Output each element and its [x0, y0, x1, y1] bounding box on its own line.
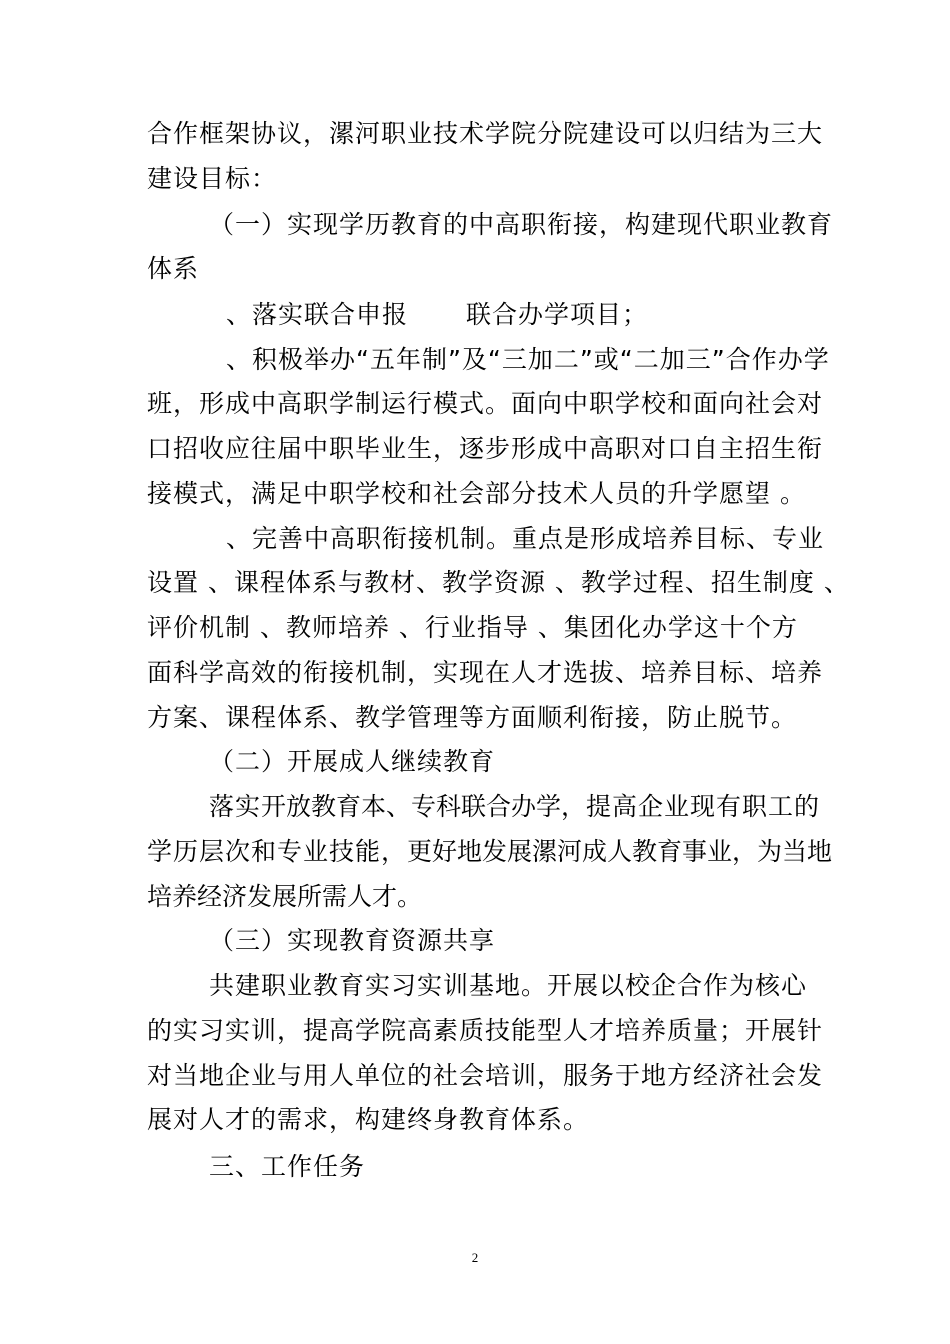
section-heading-1: （一）实现学历教育的中高职衔接，构建现代职业教育 [209, 210, 834, 239]
paragraph-line: 合作框架协议，漯河职业技术学院分院建设可以归结为三大 [147, 119, 824, 148]
paragraph-line [209, 792, 820, 822]
paragraph-line: 共建职业教育实习实训基地。开展以校企合作为核心 [209, 971, 808, 1000]
text-run: 学历层次和专业技能， [147, 837, 408, 866]
paragraph-line: 培养经济发展所需人才。 [147, 882, 423, 911]
section-heading-2: （二）开展成人继续教育 [209, 747, 496, 776]
paragraph-line: 建设目标： [147, 164, 278, 193]
paragraph-line: 的实习实训，提高学院高素质技能型人才培养质量；开展针 [147, 1016, 824, 1045]
chapter-heading: 三、工作任务 [209, 1152, 366, 1181]
paragraph-line: 班，形成中高职学制运行模式。面向中职学校和面向社会对 [147, 389, 824, 418]
paragraph-line: 体系 [147, 254, 200, 283]
paragraph-line: 设置 、课程体系与教材、教学资源 、教学过程、招生制度 、 [147, 568, 850, 597]
list-item-line [226, 300, 648, 330]
paragraph-line: 口招收应往届中职毕业生，逐步形成中高职对口自主招生衔 [147, 434, 824, 463]
text-run: 提高企业现有职工的 [586, 792, 821, 821]
paragraph-line [147, 837, 832, 867]
paragraph-line: 对当地企业与用人单位的社会培训，服务于地方经济社会发 [147, 1061, 824, 1090]
text-run: 更好地发展漯河成人教育事业，为当地 [407, 837, 833, 866]
paragraph-line: 接模式，满足中职学校和社会部分技术人员的升学愿望 。 [147, 479, 806, 508]
list-item-part: 、落实联合申报 [226, 300, 409, 329]
list-item-part: 联合办学项目； [466, 300, 649, 329]
page-number: 2 [471, 1250, 479, 1265]
list-item-line: 、积极举办“五年制”及“三加二”或“二加三”合作办学 [226, 345, 830, 374]
list-item-line: 、完善中高职衔接机制。重点是形成培养目标、专业 [226, 524, 825, 553]
paragraph-line: 评价机制 、教师培养 、行业指导 、集团化办学这十个方 [147, 613, 798, 642]
paragraph-line: 方案、课程体系、教学管理等方面顺利衔接，防止脱节。 [147, 703, 798, 732]
text-run: 开放教育本、专科联合办学， [261, 792, 587, 821]
text-run: 落实 [209, 792, 262, 821]
paragraph-line: 展对人才的需求，构建终身教育体系。 [147, 1105, 590, 1134]
paragraph-line: 面科学高效的衔接机制，实现在人才选拔、培养目标、培养 [147, 658, 824, 687]
section-heading-3: （三）实现教育资源共享 [209, 926, 496, 955]
